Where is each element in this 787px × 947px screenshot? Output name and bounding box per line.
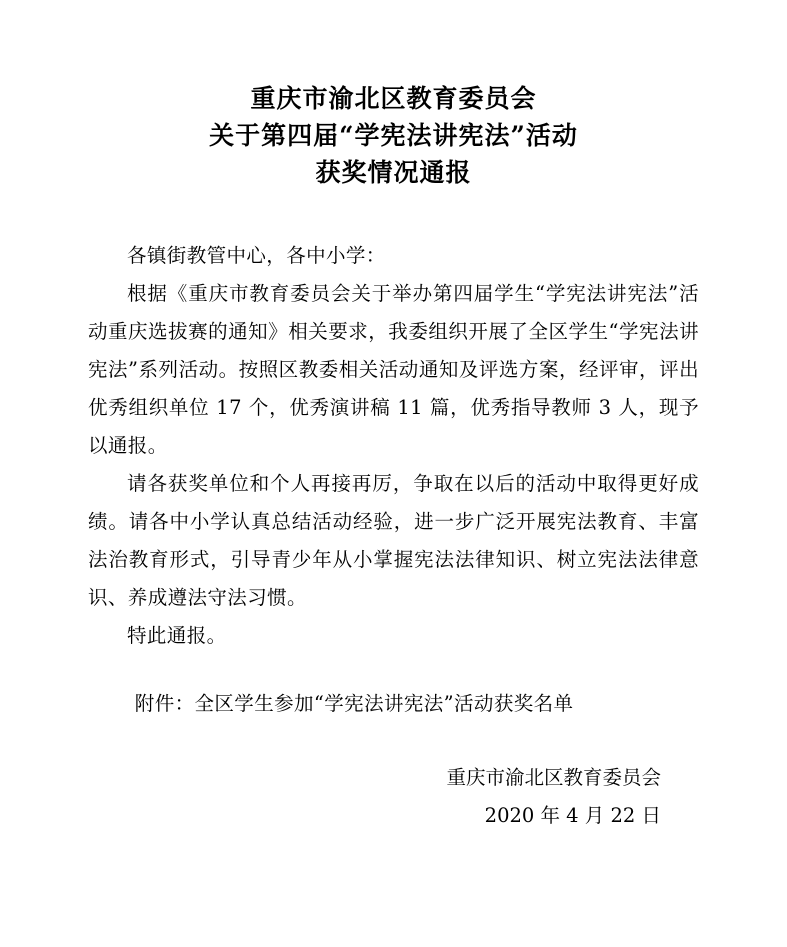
body-paragraph-1: 根据《重庆市教育委员会关于举办第四届学生“学宪法讲宪法”活动重庆选拔赛的通知》相关要求，我委组织开展了全区学生“学宪法讲宪法”系列活动。按照区教委相关活动通知及评选方案，经评审，评出优秀组织单位 17 个，优秀演讲稿 11 篇，优秀指导教师 3 人，现予以通报。 bbox=[88, 282, 699, 458]
salutation: 各镇街教管中心，各中小学： bbox=[127, 244, 386, 267]
title-line-2: 关于第四届“学宪法讲宪法”活动 bbox=[209, 121, 578, 150]
title-line-3: 获奖情况通报 bbox=[315, 158, 472, 187]
signature-block bbox=[88, 759, 699, 835]
attachment-note: 附件：全区学生参加“学宪法讲宪法”活动获奖名单 bbox=[134, 692, 574, 716]
signature-issuer: 重庆市渝北区教育委员会 bbox=[446, 766, 661, 790]
body-paragraph-2: 请各获奖单位和个人再接再厉，争取在以后的活动中取得更好成绩。请各中小学认真总结活动经验，进一步广泛开展宪法教育、丰富法治教育形式，引导青少年从小掌握宪法法律知识、树立宪法法律意识、养成遵法守法习惯。 bbox=[88, 472, 699, 610]
body-paragraph-3: 特此通报。 bbox=[127, 624, 227, 648]
document-title bbox=[88, 80, 699, 191]
document-body bbox=[88, 237, 699, 723]
title-line-1: 重庆市渝北区教育委员会 bbox=[250, 84, 537, 113]
signature-date: 2020 年 4 月 22 日 bbox=[484, 804, 661, 828]
